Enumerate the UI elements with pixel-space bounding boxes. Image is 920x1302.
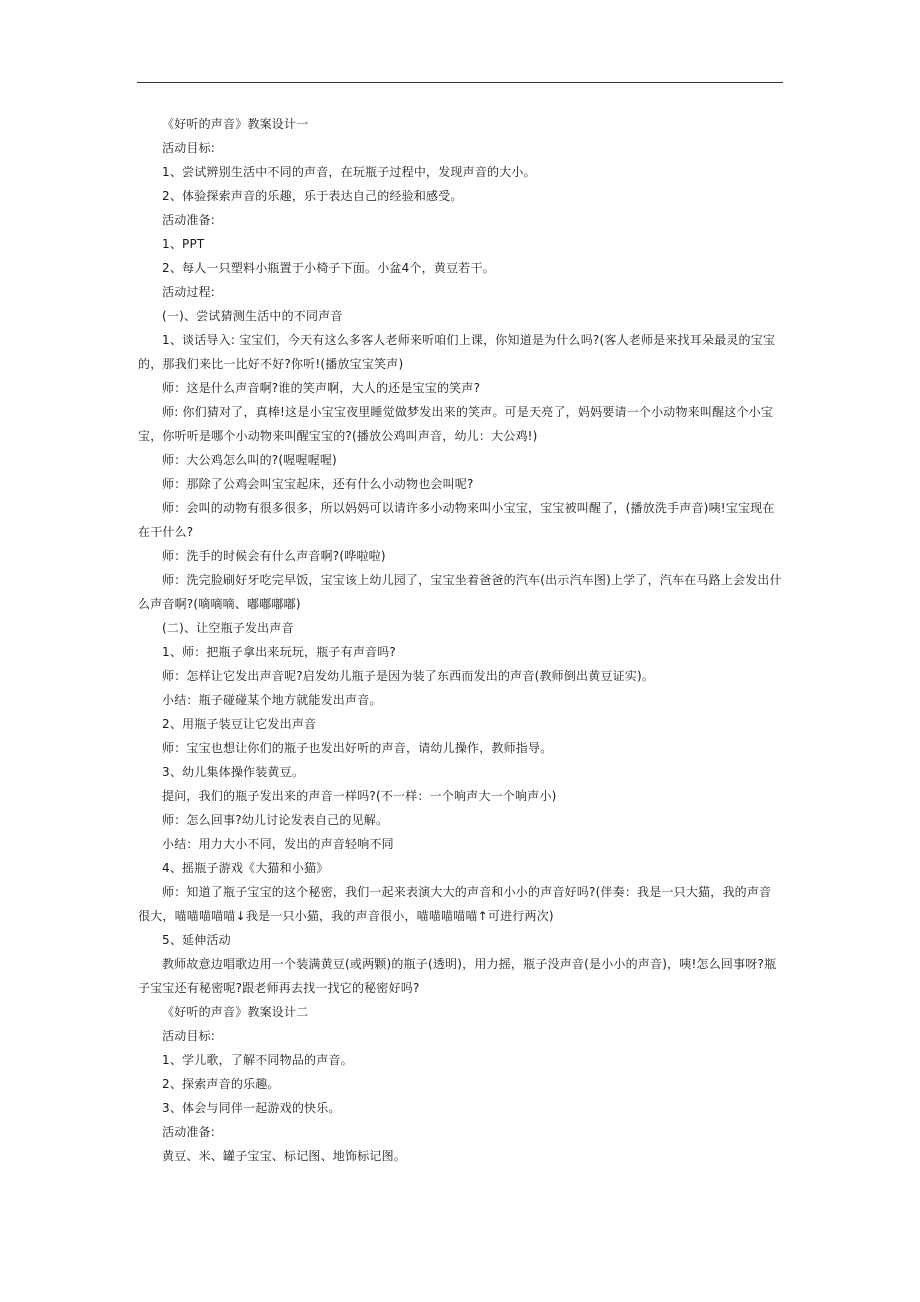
paragraph: 3、体会与同伴一起游戏的快乐。 (162, 1101, 341, 1115)
section-heading: 活动准备: (162, 1125, 216, 1139)
paragraph: 师：大公鸡怎么叫的?(喔喔喔喔) (162, 453, 337, 467)
section-heading: 活动过程: (162, 285, 216, 299)
paragraph: 1、师：把瓶子拿出来玩玩，瓶子有声音吗? (162, 645, 397, 659)
paragraph: 师：怎么回事?幼儿讨论发表自己的见解。 (162, 813, 389, 827)
paragraph: 小结：用力大小不同，发出的声音轻响不同 (162, 837, 394, 851)
paragraph: 2、体验探索声音的乐趣，乐于表达自己的经验和感受。 (162, 189, 463, 203)
paragraph: 师：洗手的时候会有什么声音啊?(哗啦啦) (162, 549, 386, 563)
document-body (138, 112, 783, 1168)
paragraph: 2、用瓶子装豆让它发出声音 (162, 717, 317, 731)
paragraph: 师：这是什么声音啊?谁的笑声啊，大人的还是宝宝的笑声? (162, 381, 481, 395)
paragraph: 5、延伸活动 (162, 933, 231, 947)
paragraph: 1、尝试辨别生活中不同的声音，在玩瓶子过程中，发现声音的大小。 (162, 165, 536, 179)
paragraph: 1、谈话导入: 宝宝们，今天有这么多客人老师来听咱们上课，你知道是为什么吗?(客人老师是来找耳朵最灵的宝宝的，那我们来比一比好不好?你听!(播放宝宝笑声) (138, 333, 776, 371)
paragraph: 师：怎样让它发出声音呢?启发幼儿瓶子是因为装了东西而发出的声音(教师倒出黄豆证实)。 (162, 669, 655, 683)
paragraph: 黄豆、米、罐子宝宝、标记图、地饰标记图。 (162, 1149, 407, 1163)
doc-title-1: 《好听的声音》教案设计一 (162, 117, 309, 131)
section-heading: 活动准备: (162, 213, 216, 227)
doc-title-2: 《好听的声音》教案设计二 (162, 1005, 309, 1019)
paragraph: 4、摇瓶子游戏《大猫和小猫》 (162, 861, 329, 875)
paragraph: 1、PPT (162, 237, 205, 251)
paragraph: 教师故意边唱歌边用一个装满黄豆(或两颗)的瓶子(透明)，用力摇，瓶子没声音(是小小的声音)，咦!怎么回事呀?瓶子宝宝还有秘密呢?跟老师再去找一找它的秘密好吗? (138, 957, 777, 995)
paragraph: 2、每人一只塑料小瓶置于小椅子下面。小盆4个，黄豆若干。 (162, 261, 495, 275)
paragraph: 师: 你们猜对了，真棒!这是小宝宝夜里睡觉做梦发出来的笑声。可是天亮了，妈妈要请一个小动物来叫醒这个小宝宝，你听听是哪个小动物来叫醒宝宝的?(播放公鸡叫声音，幼儿：大公鸡!) (138, 405, 774, 443)
paragraph: 师：宝宝也想让你们的瓶子也发出好听的声音，请幼儿操作，教师指导。 (162, 741, 553, 755)
paragraph: 2、探索声音的乐趣。 (162, 1077, 280, 1091)
paragraph: 3、幼儿集体操作装黄豆。 (162, 765, 305, 779)
paragraph: 师：洗完脸刷好牙吃完早饭，宝宝该上幼儿园了，宝宝坐着爸爸的汽车(出示汽车图)上学了，汽车在马路上会发出什么声音啊?(嘀嘀嘀、嘟嘟嘟嘟) (138, 573, 782, 611)
paragraph: 提问，我们的瓶子发出来的声音一样吗?(不一样：一个响声大一个响声小) (162, 789, 557, 803)
paragraph: 师：那除了公鸡会叫宝宝起床，还有什么小动物也会叫呢? (162, 477, 474, 491)
paragraph: 师：会叫的动物有很多很多，所以妈妈可以请许多小动物来叫小宝宝，宝宝被叫醒了，(播放洗手声音)咦!宝宝现在在干什么? (138, 501, 775, 539)
subsection-heading: (二)、让空瓶子发出声音 (162, 621, 294, 635)
subsection-heading: (一)、尝试猜测生活中的不同声音 (162, 309, 343, 323)
section-heading: 活动目标: (162, 141, 216, 155)
section-heading: 活动目标: (162, 1029, 216, 1043)
header-rule (137, 82, 783, 83)
paragraph: 1、学儿歌，了解不同物品的声音。 (162, 1053, 353, 1067)
paragraph: 师：知道了瓶子宝宝的这个秘密，我们一起来表演大大的声音和小小的声音好吗?(伴奏：我是一只大猫，我的声音很大，喵喵喵喵喵↓我是一只小猫，我的声音很小，喵喵喵喵喵↑可进行两次) (138, 885, 772, 923)
paragraph: 小结：瓶子碰碰某个地方就能发出声音。 (162, 693, 382, 707)
